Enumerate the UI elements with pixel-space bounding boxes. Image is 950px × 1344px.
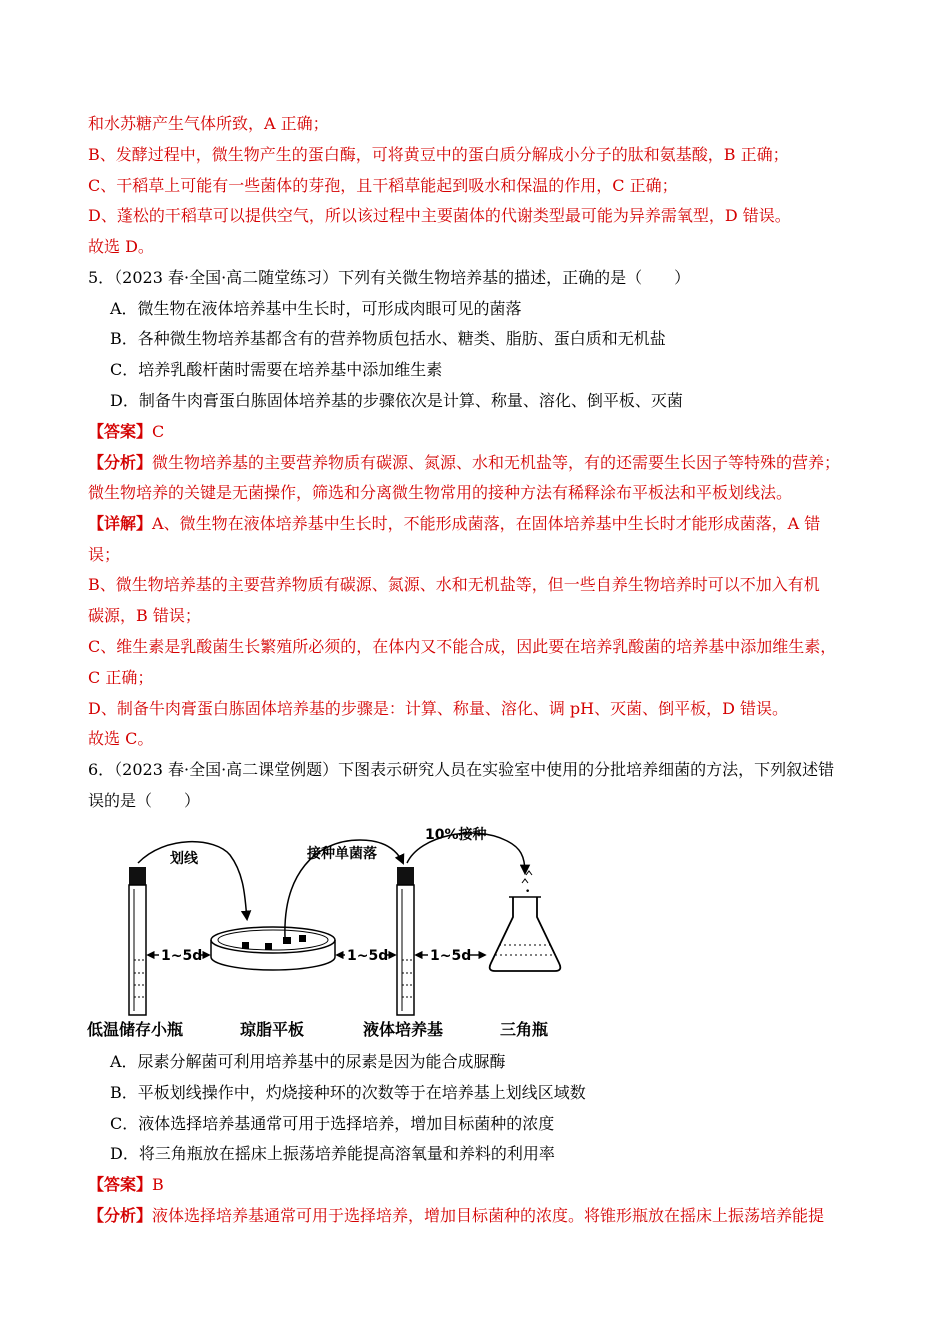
q4-text-line: C、干稻草上可能有一些菌体的芽孢，且干稻草能起到吸水和保温的作用，C 正确； <box>88 176 678 195</box>
storage-vial-icon <box>129 867 146 1015</box>
q5-detail-c-cont: C 正确； <box>88 668 154 687</box>
arrow-label-streak: 划线 <box>170 851 198 867</box>
q4-text-line: B、发酵过程中，微生物产生的蛋白酶，可将黄豆中的蛋白质分解成小分子的肽和氨基酸，B 正确； <box>88 145 789 164</box>
answer-tag: 【答案】 <box>88 1175 153 1194</box>
q6-answer <box>88 1174 878 1196</box>
analysis-tag: 【分析】 <box>88 453 153 472</box>
q6-analysis <box>88 1205 878 1227</box>
q5-conclusion: 故选 C。 <box>88 729 154 748</box>
interval-label: 1~5d <box>161 948 203 964</box>
q4-conclusion: 故选 D。 <box>88 237 154 256</box>
q5-answer <box>88 421 878 443</box>
culture-process-diagram <box>85 815 585 1045</box>
answer-value: B <box>152 1175 164 1194</box>
q4-text-line: D、蓬松的干稻草可以提供空气，所以该过程中主要菌体的代谢类型最可能为异养需氧型，D 错误。 <box>88 206 791 225</box>
arrow-label-colony: 接种单菌落 <box>307 846 377 862</box>
q5-option-c: C．培养乳酸杆菌时需要在培养基中添加维生素 <box>110 360 443 379</box>
q4-text-line: 和水苏糖产生气体所致，A 正确； <box>88 114 329 133</box>
answer-tag: 【答案】 <box>88 422 153 441</box>
q5-option-b: B．各种微生物培养基都含有的营养物质包括水、糖类、脂肪、蛋白质和无机盐 <box>110 329 666 348</box>
q5-analysis-cont: 微生物培养的关键是无菌操作，筛选和分离微生物常用的接种方法有稀释涂布平板法和平板划线法。 <box>88 483 793 502</box>
q5-detail-cont: 误； <box>88 545 121 564</box>
caption-liquid-medium: 液体培养基 <box>363 1020 444 1039</box>
liquid-medium-tube-icon <box>397 867 414 1015</box>
q5-option-a: A．微生物在液体培养基中生长时，可形成肉眼可见的菌落 <box>110 299 522 318</box>
q6-stem: 6．（2023 春·全国·高二课堂例题）下图表示研究人员在实验室中使用的分批培养细菌的方法，下列叙述错 <box>88 760 835 779</box>
caption-storage-vial: 低温储存小瓶 <box>87 1020 184 1039</box>
q5-analysis <box>88 452 878 474</box>
q5-stem: 5．（2023 春·全国·高二随堂练习）下列有关微生物培养基的描述，正确的是（ ） <box>88 268 691 287</box>
q6-stem-cont: 误的是（ ） <box>88 791 201 810</box>
caption-agar-plate: 琼脂平板 <box>240 1020 305 1039</box>
caption-conical-flask: 三角瓶 <box>500 1020 549 1039</box>
q5-detail <box>88 513 878 535</box>
interval-label: 1~5d <box>347 948 389 964</box>
interval-label: 1~5d <box>430 948 472 964</box>
q5-option-d: D．制备牛肉膏蛋白胨固体培养基的步骤依次是计算、称量、溶化、倒平板、灭菌 <box>110 391 683 410</box>
q5-detail-b-cont: 碳源，B 错误； <box>88 606 201 625</box>
arrow-label-10pct: 10%接种 <box>425 827 487 843</box>
q6-option-b: B．平板划线操作中，灼烧接种环的次数等于在培养基上划线区域数 <box>110 1083 586 1102</box>
detail-text: A、微生物在液体培养基中生长时，不能形成菌落，在固体培养基中生长时才能形成菌落，A 错 <box>152 514 821 533</box>
agar-plate-icon <box>211 927 335 970</box>
conical-flask-icon <box>490 871 561 971</box>
q6-option-c: C．液体选择培养基通常可用于选择培养，增加目标菌种的浓度 <box>110 1114 555 1133</box>
q6-option-a: A．尿素分解菌可利用培养基中的尿素是因为能合成脲酶 <box>110 1052 506 1071</box>
analysis-text: 液体选择培养基通常可用于选择培养，增加目标菌种的浓度。将锥形瓶放在摇床上振荡培养能提 <box>152 1206 825 1225</box>
analysis-text: 微生物培养基的主要营养物质有碳源、氮源、水和无机盐等，有的还需要生长因子等特殊的营养； <box>152 453 841 472</box>
detail-tag: 【详解】 <box>88 514 153 533</box>
q5-detail-c: C、维生素是乳酸菌生长繁殖所必须的，在体内又不能合成，因此要在培养乳酸菌的培养基中添加维生素， <box>88 637 837 656</box>
analysis-tag: 【分析】 <box>88 1206 153 1225</box>
svg-text:•: • <box>525 887 531 897</box>
answer-value: C <box>152 422 165 441</box>
q5-detail-b: B、微生物培养基的主要营养物质有碳源、氮源、水和无机盐等，但一些自养生物培养时可以不加入有机 <box>88 575 820 594</box>
q5-detail-d: D、制备牛肉膏蛋白胨固体培养基的步骤是：计算、称量、溶化、调 pH、灭菌、倒平板，D 错误。 <box>88 699 789 718</box>
q6-option-d: D．将三角瓶放在摇床上振荡培养能提高溶氧量和养料的利用率 <box>110 1144 555 1163</box>
